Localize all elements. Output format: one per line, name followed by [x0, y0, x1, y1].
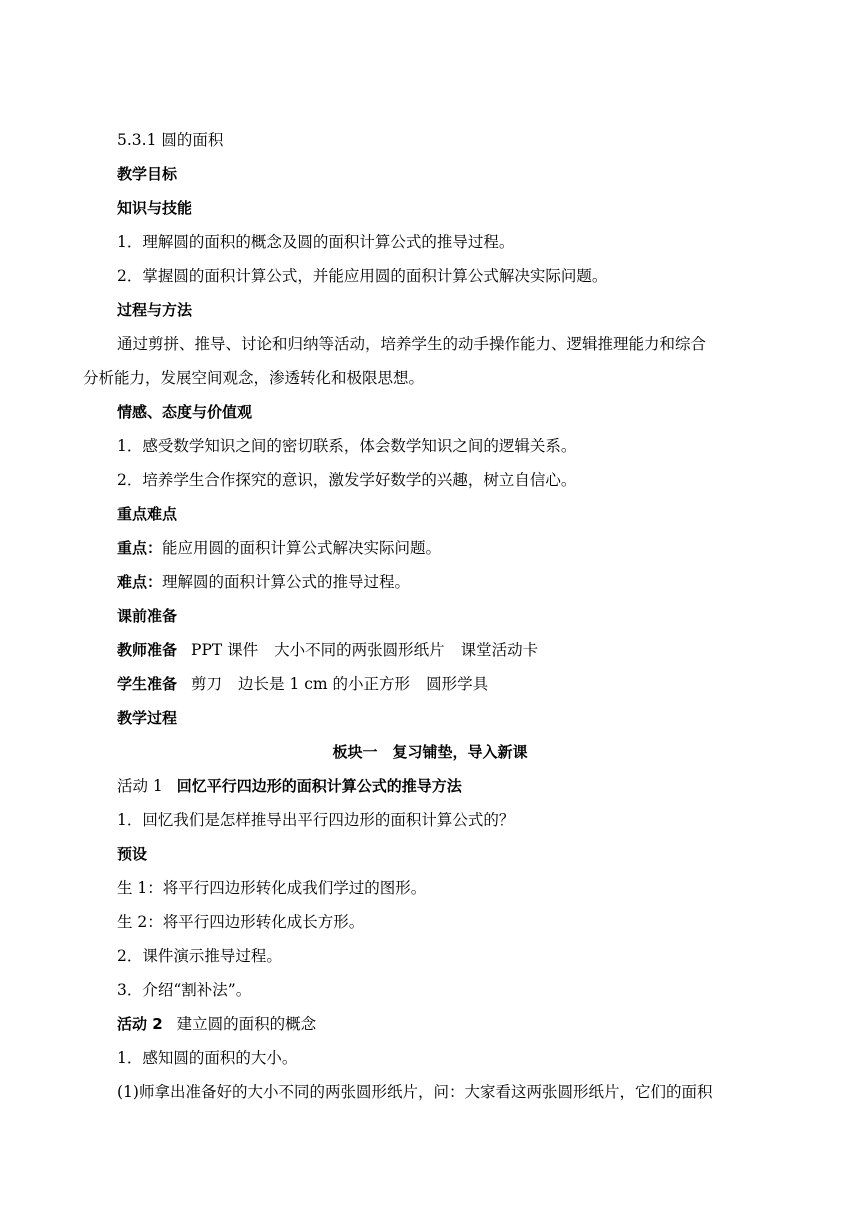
activity2-item-1: 1．感知圆的面积的大小。	[117, 1049, 298, 1067]
student1-answer: 生 1：将平行四边形转化成我们学过的图形。	[117, 879, 427, 897]
doc-title: 5.3.1 圆的面积	[117, 131, 224, 149]
goals-heading: 教学目标	[117, 165, 178, 183]
key-point-line	[117, 538, 441, 558]
student-prep-item: 剪刀	[191, 675, 223, 693]
activity2-title: 建立圆的面积的概念	[176, 1015, 317, 1033]
prep-heading: 课前准备	[117, 607, 178, 625]
activity1-line	[117, 776, 462, 796]
student-prep-line	[117, 674, 488, 694]
student-prep-label: 学生准备	[117, 675, 178, 693]
student2-answer: 生 2：将平行四边形转化成长方形。	[117, 913, 365, 931]
process-text-line-1: 通过剪拼、推导、讨论和归纳等活动，培养学生的动手操作能力、逻辑推理能力和综合	[117, 335, 707, 353]
activity2-label: 活动 2	[117, 1015, 163, 1033]
difficult-point-label: 难点：	[117, 573, 163, 591]
keypoints-heading: 重点难点	[117, 505, 178, 523]
teaching-process-heading: 教学过程	[117, 709, 178, 727]
teacher-prep-item: 大小不同的两张圆形纸片	[274, 641, 445, 659]
teacher-prep-item: 课堂活动卡	[460, 641, 539, 659]
difficult-point-line	[117, 572, 410, 592]
teacher-prep-label: 教师准备	[117, 641, 178, 659]
knowledge-item-1: 1．理解圆的面积的概念及圆的面积计算公式的推导过程。	[117, 233, 515, 251]
emotion-item-1: 1．感受数学知识之间的密切联系，体会数学知识之间的逻辑关系。	[117, 437, 577, 455]
teacher-prep-item: PPT 课件	[191, 641, 259, 659]
activity1-item-2: 2．课件演示推导过程。	[117, 947, 282, 965]
teacher-prep-line	[117, 640, 538, 660]
preset-heading: 预设	[117, 845, 148, 863]
process-text-line-2: 分析能力，发展空间观念，渗透转化和极限思想。	[83, 369, 425, 387]
key-point-text: 能应用圆的面积计算公式解决实际问题。	[162, 539, 442, 557]
student-prep-item: 边长是 1 cm 的小正方形	[238, 675, 411, 693]
emotion-item-2: 2．培养学生合作探究的意识，激发学好数学的兴趣，树立自信心。	[117, 471, 577, 489]
knowledge-heading: 知识与技能	[117, 199, 193, 217]
activity1-label: 活动 1	[117, 777, 163, 795]
activity1-item-3: 3．介绍“割补法”。	[117, 981, 252, 999]
difficult-point-text: 理解圆的面积计算公式的推导过程。	[162, 573, 411, 591]
student-prep-item: 圆形学具	[426, 675, 489, 693]
activity1-title: 回忆平行四边形的面积计算公式的推导方法	[176, 777, 462, 795]
emotion-heading: 情感、态度与价值观	[117, 403, 253, 421]
activity2-sub-1: (1)师拿出准备好的大小不同的两张圆形纸片，问：大家看这两张圆形纸片，它们的面积	[117, 1083, 713, 1101]
block1-heading: 板块一 复习铺垫，导入新课	[332, 743, 528, 761]
process-heading: 过程与方法	[117, 301, 193, 319]
activity1-item-1: 1．回忆我们是怎样推导出平行四边形的面积计算公式的？	[117, 811, 515, 829]
knowledge-item-2: 2．掌握圆的面积计算公式，并能应用圆的面积计算公式解决实际问题。	[117, 267, 608, 285]
key-point-label: 重点：	[117, 539, 163, 557]
activity2-line	[117, 1014, 316, 1034]
